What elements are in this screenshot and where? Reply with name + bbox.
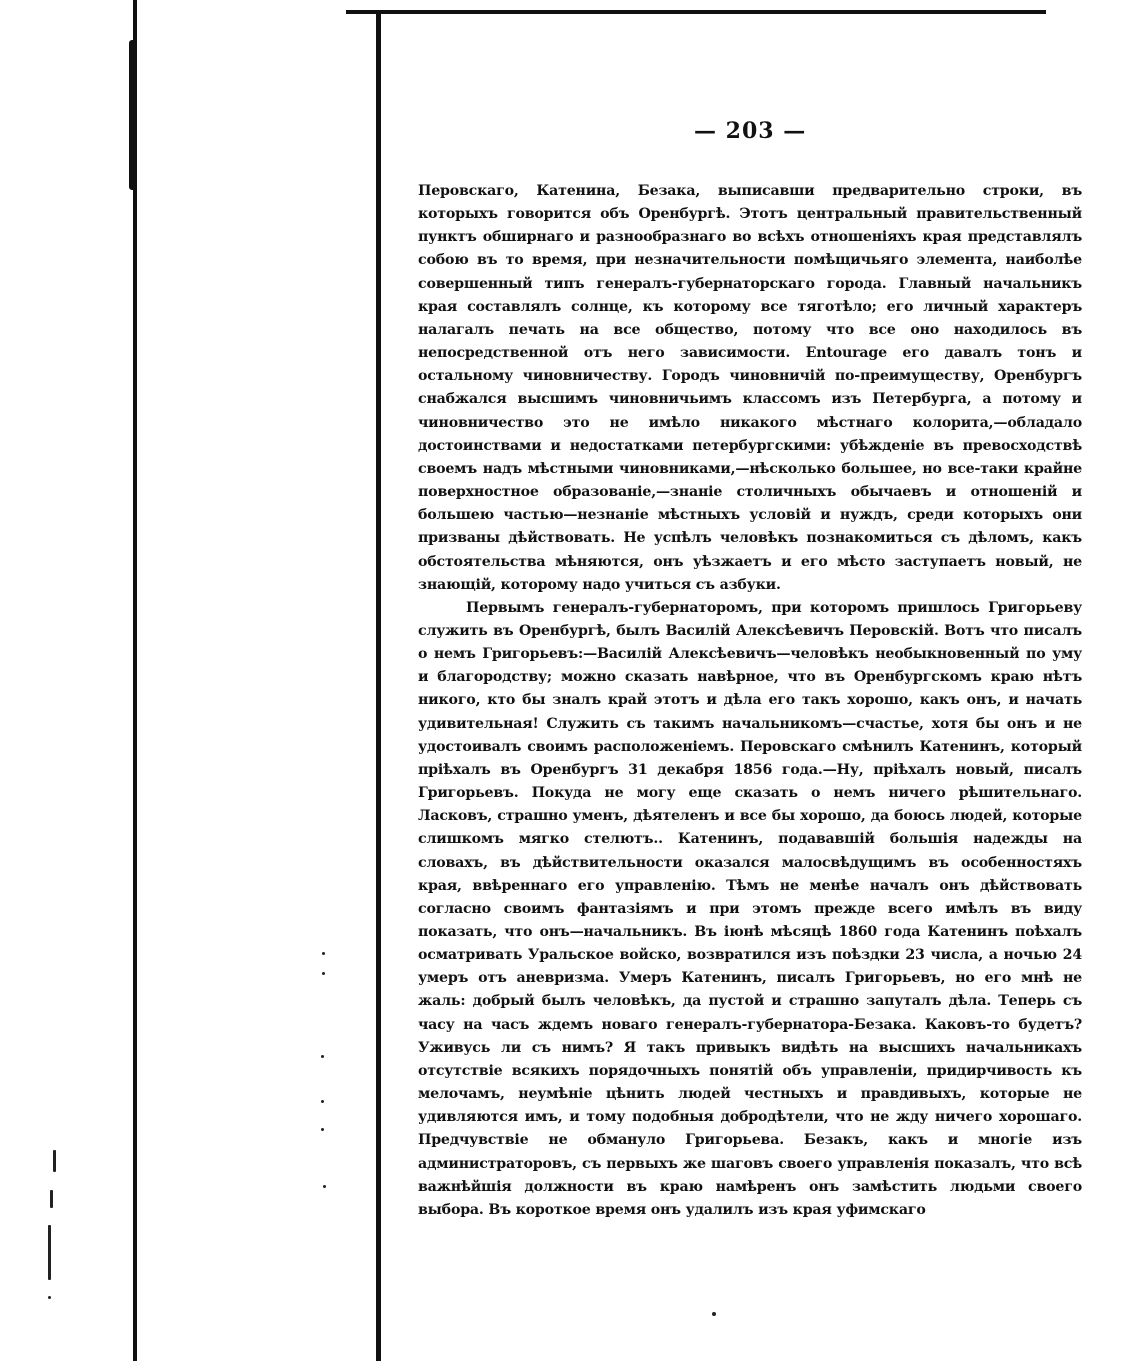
scan-speck bbox=[321, 1100, 324, 1103]
scan-speck bbox=[322, 952, 325, 955]
paragraph: Перовскаго, Катенина, Безака, выписавши предварительно строки, въ которыхъ говорится объ Оренбургѣ. Этотъ центральный правительственный пунктъ обширнаго и разнообразнаго во всѣхъ отношеніяхъ края представлялъ собою въ то время, при незначительности помѣщичьяго элемента, наиболѣе совершенный типъ генералъ-губернаторскаго города. Главный начальникъ края составлялъ солнце, къ которому все тяготѣло; его личный характеръ налагалъ печать на все общество, потому что все оно находилось въ непосредственной отъ него зависимости. Entourage его давалъ тонъ и остальному чиновничеству. Городъ чиновничій по-преимуществу, Оренбургъ снабжался высшимъ чиновничьимъ классомъ изъ Петербурга, а потому и чиновничество это не имѣло никакого мѣстнаго колорита,—обладало достоинствами и недостатками петербургскими: убѣжденіе въ превосходствѣ своемъ надъ мѣстными чиновниками,—нѣсколько большее, но все-таки крайне поверхностное образованіе,—знаніе столичныхъ обычаевъ и отношеній и большею частью—незнаніе мѣстныхъ условій и нуждъ, среди которыхъ они призваны дѣйствовать. Не успѣлъ человѣкъ познакомиться съ дѣломъ, какъ обстоятельства мѣняются, онъ уѣзжаетъ и его мѣсто заступаетъ новый, не знающій, которому надо учиться съ азбуки. bbox=[418, 183, 1082, 593]
body-text bbox=[418, 180, 1082, 1222]
paragraph: Первымъ генералъ-губернаторомъ, при которомъ пришлось Григорьеву служить въ Оренбургѣ, былъ Василій Алексѣевичъ Перовскій. Вотъ что писалъ о немъ Григорьевъ:—Василій Алексѣевичъ—человѣкъ необыкновенный по уму и благородству; можно сказать навѣрное, что въ Оренбургскомъ краю нѣтъ никого, кто бы зналъ край этотъ и дѣла его такъ хорошо, какъ онъ, и начать удивительная! Служить съ такимъ начальникомъ—счастье, хотя бы онъ и не удостоивалъ своимъ расположеніемъ. Перовскаго смѣнилъ Катенинъ, который пріѣхалъ въ Оренбургъ 31 декабря 1856 года.—Ну, пріѣхалъ новый, писалъ Григорьевъ. Покуда не могу еще сказать о немъ ничего рѣшительнаго. Ласковъ, страшно уменъ, дѣятеленъ и все бы хорошо, да боюсь людей, которые слишкомъ мягко стелютъ.. Катенинъ, подававшій большія надежды на словахъ, въ дѣйствительности оказался малосвѣдущимъ въ особенностяхъ края, ввѣреннаго его управленію. Тѣмъ не менѣе началъ онъ дѣйствовать согласно своимъ фантазіямъ и при этомъ прежде всего имѣлъ въ виду показать, что онъ—начальникъ. Въ іюнѣ мѣсяцѣ 1860 года Катенинъ поѣхалъ осматривать Уральское войско, возвратился изъ поѣздки 23 числа, а ночью 24 умеръ отъ аневризма. Умеръ Катенинъ, писалъ Григорьевъ, но его мнѣ не жаль: добрый былъ человѣкъ, да пустой и страшно запуталъ дѣла. Теперь съ часу на часъ ждемъ новаго генералъ-губернатора-Безака. Каковъ-то будетъ? Уживусь ли съ нимъ? Я такъ привыкъ видѣть на высшихъ начальникахъ отсутствіе всякихъ порядочныхъ понятій объ управленіи, придирчивость къ мелочамъ, неумѣніе цѣнить людей честныхъ и правдивыхъ, которые не удивляются имъ, и тому подобныя добродѣтели, что не жду ничего хорошаго. Предчувствіе не обмануло Григорьева. Безакъ, какъ и многіе изъ администраторовъ, съ первыхъ же шаговъ своего управленія показалъ, что всѣ важнѣйшія должности въ краю намѣренъ онъ замѣстить людьми своего выбора. Въ короткое время онъ удалилъ изъ края уфимскаго bbox=[418, 599, 1082, 1218]
scan-speck bbox=[321, 1055, 324, 1058]
scan-speck bbox=[323, 1185, 326, 1188]
scan-speck bbox=[48, 1225, 51, 1280]
page-edge-rule bbox=[376, 10, 381, 1361]
page-number: — 203 — bbox=[694, 118, 807, 144]
book-page bbox=[376, 10, 1140, 1361]
page-top-rule bbox=[346, 10, 1046, 14]
scan-speck bbox=[321, 1128, 324, 1131]
gutter-binding-shadow bbox=[129, 40, 136, 190]
gutter-binding-line bbox=[133, 0, 137, 1361]
scan-speck bbox=[50, 1190, 53, 1208]
scan-speck bbox=[53, 1150, 56, 1172]
scan-speck bbox=[322, 972, 325, 975]
scan-speck bbox=[48, 1296, 51, 1299]
